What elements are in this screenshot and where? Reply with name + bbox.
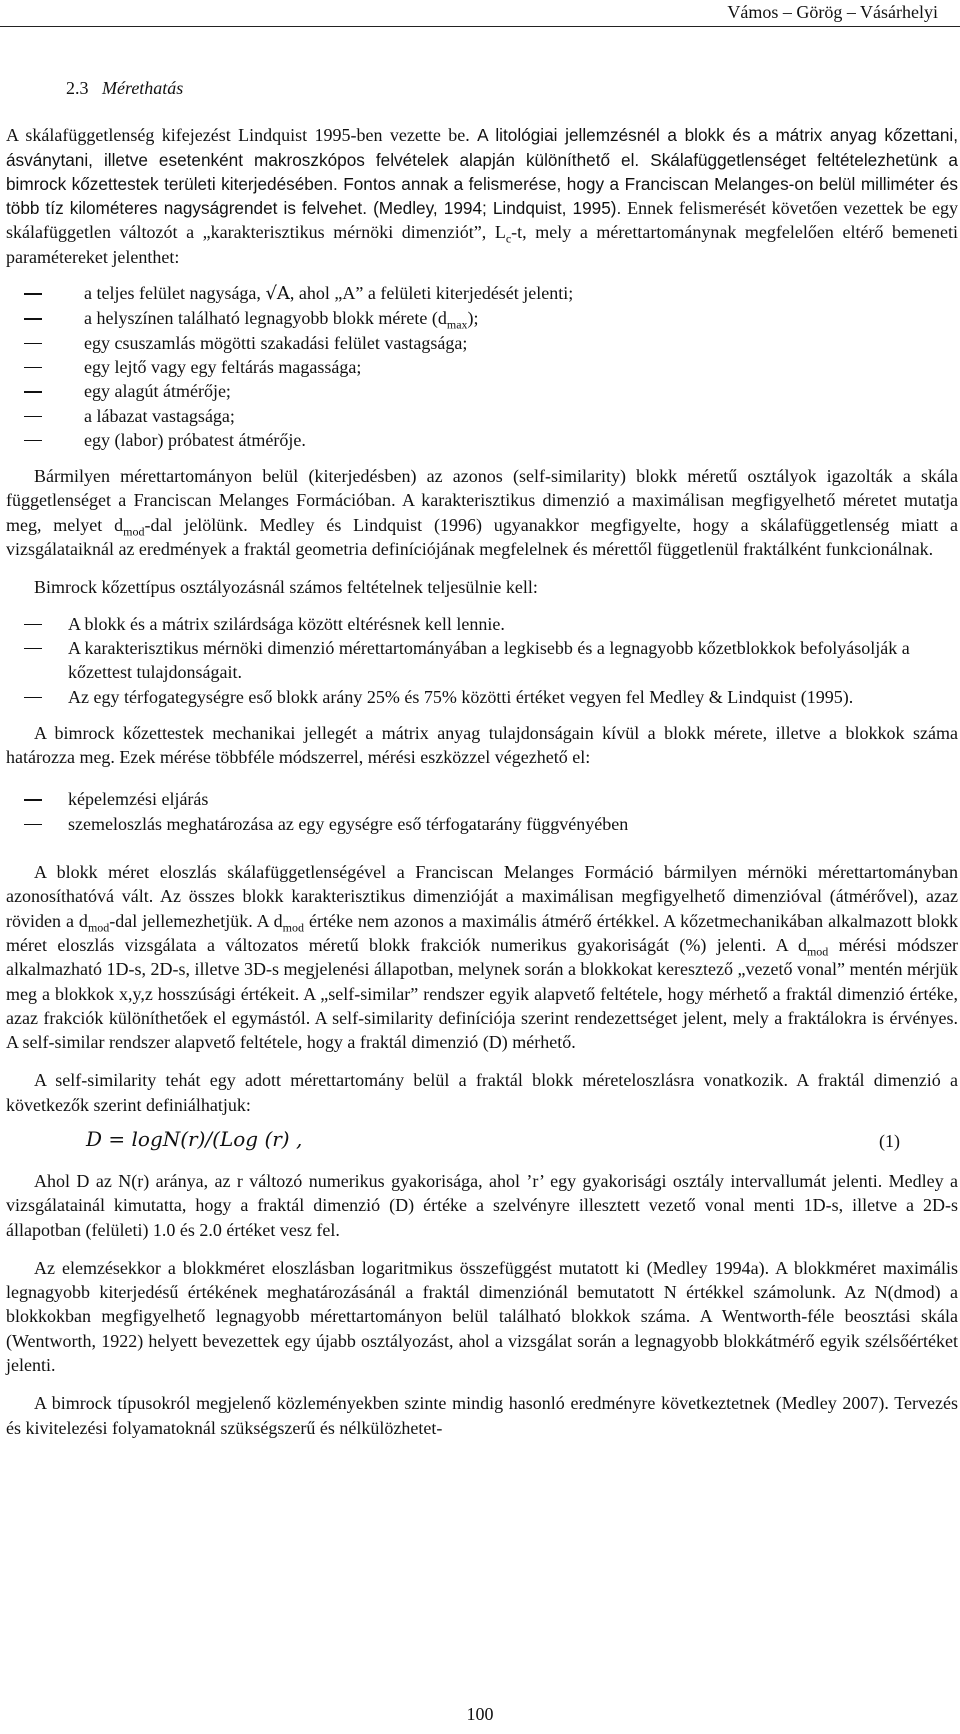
dmod-subscript: mod (87, 920, 110, 935)
paragraph-2 (6, 464, 958, 561)
list-item: egy (labor) próbatest átmérője. (6, 428, 958, 452)
bimrock-conditions-list (6, 612, 958, 709)
running-title: Vámos – Görög – Vásárhelyi (727, 2, 938, 22)
p2-text-a: Bármilyen mérettartományon belül (kiterjedésben) az azonos (self-similarity) blokk méretű osztályok igazolták a skála függetlenséget a Franciscan Melanges Formációban. A karakterisztikus dimenzió a maximálisan megfigyelhető méretet mutatja meg, melyet d (6, 466, 958, 535)
p5-text-b: -dal jellemezhetjük. A d (109, 910, 283, 931)
page-body (6, 76, 958, 1440)
paragraph-9: A bimrock típusokról megjelenő közleményekben szinte mindig hasonló eredményre következtetnek (Medley 2007). Tervezés és kivitelezési folyamatoknál szükségszerű és nélkülözhetet- (6, 1393, 958, 1438)
p2-text-b: -dal jelölünk. Medley és Lindquist (1996) ugyanakkor megfigyelte, hogy a skálafüggetlenség miatt a vizsgálataiknál az eredmények a fraktál geometria definíciójának megfelelnek és mérettől függetlenül fraktálként funkcionálnak. (6, 514, 958, 560)
p1-sentence-3a: Ennek felismerését követően vezettek be egy skálafüggetlen változót a „karakterisztikus mérnöki dimenziót”, L (6, 198, 958, 243)
dmod-subscript: mod (123, 524, 145, 539)
list-item: egy alagút átmérője; (6, 379, 958, 403)
paragraph-8: Az elemzésekkor a blokkméret eloszlásban logaritmikus összefüggést mutatott ki (Medley 1994a). A blokkméret maximális legnagyobb kiterjedésű értékének meghatározásánál a fraktál dimenziónál bemutatott N értékkel számolunk. Az N(dmod) a blokkokban megfigyelhető legnagyobb mérettartományon belül található blokkok száma. A Wentworth-féle beosztási skála (Wentworth, 1922) helyett bevezettek egy újabb osztályozást, ahol a vizsgálat során a legnagyobb blokkátmérő egyik szélsőértéket jelenti. (6, 1257, 958, 1376)
dmod-subscript: mod (806, 944, 829, 959)
equation-1 (6, 1123, 958, 1163)
fractal-dimension-formula: D = logN(r)/(Log (r) , (86, 1126, 303, 1151)
sqrt-a-symbol: √A (265, 283, 290, 305)
header-rule (0, 26, 960, 27)
list-item (6, 281, 958, 306)
list-item: egy lejtő vagy egy feltárás magassága; (6, 355, 958, 379)
paragraph-1 (6, 123, 958, 269)
list-item: a lábazat vastagsága; (6, 404, 958, 428)
list-item: A karakterisztikus mérnöki dimenzió mérettartományában a legkisebb és a legnagyobb kőzetblokkok befolyásolják a kőzettest tulajdonságait. (6, 636, 958, 685)
list-item: egy csuszamlás mögötti szakadási felület vastagsága; (6, 331, 958, 355)
list-text: a teljes felület nagysága, (84, 283, 266, 304)
list-text: ); (467, 308, 479, 329)
list-item: szemeloszlás meghatározása az egy egységre eső térfogatarány függvényében (6, 812, 958, 836)
section-title: Mérethatás (102, 78, 184, 98)
paragraph-5 (6, 860, 958, 1054)
p1-sentence-1: A skálafüggetlenség kifejezést Lindquist 1995-ben vezette be. (6, 125, 478, 146)
list-item: képelemzési eljárás (6, 787, 958, 811)
dmod-subscript: mod (282, 920, 305, 935)
p5-text-a: A blokk méret eloszlás skálafüggetlenségével a Franciscan Melanges Formáció bármilyen mérnöki mérettartományban azonosíthatóvá vált. Az összes blokk karakterisztikus dimenzióját a maximálisan megfigyelhető dimenzióval (átmérővel), azaz röviden a d (6, 862, 958, 931)
list-text: a helyszínen található legnagyobb blokk mérete (d (84, 308, 447, 329)
paragraph-4: A bimrock kőzettestek mechanikai jellegét a mátrix anyag tulajdonságain kívül a blokk mérete, illetve a blokkok száma határozza meg. Ezek mérése többféle módszerrel, mérési eszközzel végezhető el: (6, 722, 958, 768)
paragraph-7: Ahol D az N(r) aránya, az r változó numerikus gyakorisága, ahol ’r’ egy gyakorisági osztály intervallumát jelenti. Medley a vizsgálatainál kimutatta, hogy a fraktál dimenzió (D) értéke a szelvényre illesztett vezető vonal menti 1D-s, illetve a 2D-s állapotban (felületi) 1.0 és 2.0 értéket vesz fel. (6, 1170, 958, 1240)
list-item: A blokk és a mátrix szilárdsága között eltérésnek kell lennie. (6, 612, 958, 636)
equation-number: (1) (879, 1130, 900, 1151)
p5-text-d: mérési módszer alkalmazható 1D-s, 2D-s, illetve 3D-s megjelenési állapotban, melynek során a blokkokat keresztező „vezető vonal” mentén mérjük meg a blokkok x,y,z hosszúsági értékeit. A „self-similar” rendszer egyik alapvető feltétele, hogy mérhető a fraktál dimenzió értéke, azaz frakciók különíthetőek el egymástól. A self-similarity definíciója szerint rendezettséget jelent, mely a fraktálokra is érvényes. A self-similar rendszer alapvető feltétele, hogy a fraktál dimenzió (D) mérhető. (6, 934, 958, 1053)
list-text: , ahol „A” a felületi kiterjedését jelenti; (289, 283, 574, 304)
list-item (6, 306, 958, 330)
section-number: 2.3 (66, 78, 89, 98)
paragraph-6: A self-similarity tehát egy adott mérettartomány belül a fraktál blokk méreteloszlásra vonatkozik. A fraktál dimenzió a következők szerint definiálhatjuk: (6, 1070, 958, 1115)
p5-text-c: értéke nem azonos a maximális átmérő értékkel. A kőzetmechanikában alkalmazott blokk méret eloszlás vizsgálata a változatos méretű blokk frakciók numerikus gyakoriságát (%) jelenti. A d (6, 910, 959, 955)
p1-sentence-2: A litológiai jellemzésnél a blokk és a mátrix anyag kőzettani, ásványtani, illetve esetenként makroszkópos felvételek alapján különíthető el. Skálafüggetlenséget feltételezhetünk a bimrock kőzettestek területi kiterjedésében. Fontos annak a felismerése, hogy a Franciscan Melanges-on belül milliméter és több tíz kilométeres nagyságrendet is felvehet. (Medley, 1994; Lindquist, 1995). (6, 125, 958, 219)
p1-sentence-3b: -t, mely a mérettartománynak megfelelően eltérő bemeneti paramétereket jelenthet: (6, 222, 958, 267)
input-parameter-list (6, 281, 958, 452)
lc-subscript: c (505, 232, 512, 247)
dmax-subscript: max (446, 317, 468, 332)
page-number: 100 (466, 1704, 494, 1724)
paragraph-3: Bimrock kőzettípus osztályozásnál számos feltételnek teljesülnie kell: (34, 577, 538, 598)
running-header (0, 0, 960, 36)
section-heading (66, 76, 958, 100)
list-item: Az egy térfogategységre eső blokk arány 25% és 75% közötti értéket vegyen fel Medley & Lindquist (1995). (6, 685, 958, 709)
measurement-methods-list (6, 787, 958, 836)
